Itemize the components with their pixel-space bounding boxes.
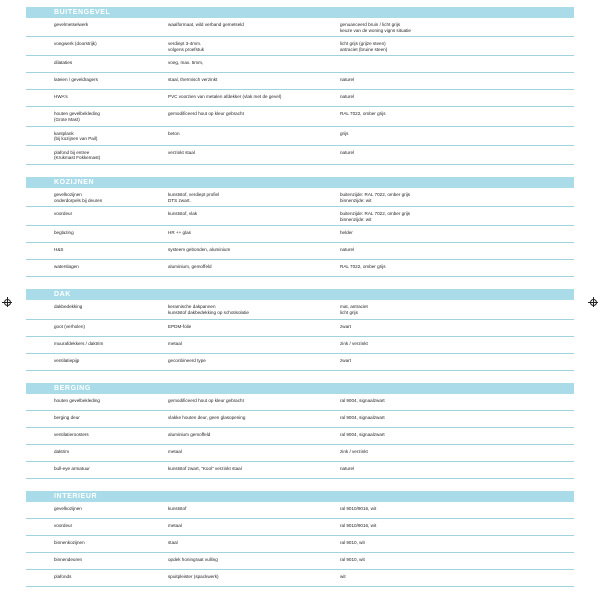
cell-line: zwart — [340, 357, 351, 363]
item-name-cell — [26, 60, 168, 69]
item-name-cell — [26, 398, 168, 407]
cell-line: waalformaat, wild verband gemetseld — [168, 22, 244, 27]
cell-line: muurafdekkers / daktrim — [54, 340, 104, 346]
color-cell — [340, 557, 574, 566]
item-name-cell — [26, 540, 168, 549]
cell-line: HR ++ glas — [168, 230, 191, 236]
material-cell — [168, 398, 340, 407]
material-cell — [168, 432, 340, 441]
color-cell — [340, 211, 574, 222]
table-row — [26, 300, 574, 319]
cell-line: houten gevelbekleding — [54, 111, 100, 117]
table-row — [26, 502, 574, 519]
section-kozijnen — [26, 177, 574, 277]
item-name-cell — [26, 22, 168, 33]
cell-line: beton — [168, 130, 180, 136]
table-row — [26, 37, 574, 56]
cell-line: dilataties — [54, 60, 73, 66]
material-cell — [168, 466, 340, 475]
table-row — [26, 428, 574, 445]
cell-line: ral 9004, signaalzwart — [340, 414, 385, 420]
cell-line: bull-eye armatuur — [54, 465, 90, 471]
cell-line: antraciet (bruine steen) — [340, 46, 388, 52]
cell-line: beglazing — [54, 230, 74, 236]
color-cell — [340, 341, 574, 350]
cell-line: vlakke houten deur, geen glasopening — [168, 414, 246, 420]
table-row — [26, 320, 574, 337]
cell-line: voordeur — [54, 522, 73, 528]
cell-line: ral 9010/9016, wit — [340, 505, 377, 511]
cell-line: houten gevelbekleding — [54, 397, 100, 403]
cell-line: verdiept 3-4mm. — [168, 41, 202, 47]
section-heading: BERGING — [26, 383, 574, 394]
cell-line: spuitpleister (spackwerk) — [168, 573, 219, 579]
item-name-cell — [26, 466, 168, 475]
item-name-cell — [26, 523, 168, 532]
table-row — [26, 226, 574, 243]
section-interieur — [26, 491, 574, 587]
cell-line: onderdorpels bij deuren — [54, 197, 103, 203]
cell-line: plafonds — [54, 573, 72, 579]
table-row — [26, 519, 574, 536]
cell-line: ral 9004, signaalzwart — [340, 431, 385, 437]
cell-line: verzinkt staal — [168, 149, 195, 155]
table-row — [26, 188, 574, 207]
material-cell — [168, 230, 340, 239]
material-cell — [168, 304, 340, 315]
cell-line: buitenzijde: RAL 7022, omber grijs — [340, 191, 411, 197]
cell-line: binnenzijde: wit — [340, 216, 372, 222]
table-row — [26, 536, 574, 553]
color-cell — [340, 77, 574, 86]
color-cell — [340, 506, 574, 515]
cell-line: grijs — [340, 130, 349, 136]
item-name-cell — [26, 358, 168, 367]
cell-line: kunststof, vlak — [168, 211, 198, 217]
cell-line: ral 9004, signaalzwart — [340, 397, 385, 403]
color-cell — [340, 264, 574, 273]
cell-line: kunststof, verdiept profiel — [168, 191, 220, 197]
item-name-cell — [26, 150, 168, 161]
cell-line: buitenzijde: RAL 7022, omber grijs — [340, 211, 411, 217]
table-row — [26, 445, 574, 462]
color-cell — [340, 466, 574, 475]
cell-line: metaal — [168, 448, 182, 454]
material-cell — [168, 449, 340, 458]
table-row — [26, 73, 574, 90]
section-dak — [26, 289, 574, 370]
cell-line: lateien / geveldragers — [54, 77, 98, 83]
material-cell — [168, 341, 340, 350]
cell-line: H&S — [54, 247, 64, 253]
color-cell — [340, 358, 574, 367]
item-name-cell — [26, 324, 168, 333]
color-cell — [340, 415, 574, 424]
cell-line: opdek honingraat vulling — [168, 556, 218, 562]
cell-line: HWA's — [54, 94, 68, 100]
cell-line: licht grijs — [340, 309, 358, 315]
item-name-cell — [26, 230, 168, 239]
section-heading: DAK — [26, 289, 574, 300]
table-row — [26, 260, 574, 277]
cell-line: aluminium gemoffeld — [168, 431, 211, 437]
material-cell — [168, 60, 340, 69]
cell-line: naturel — [340, 94, 355, 100]
cell-line: (Grote Mast) — [54, 116, 80, 122]
cell-line: helder — [340, 230, 353, 236]
color-cell — [340, 94, 574, 103]
material-cell — [168, 111, 340, 122]
cell-line: staal — [168, 539, 178, 545]
material-cell — [168, 22, 340, 33]
cell-line: EPDM-folie — [168, 323, 192, 329]
item-name-cell — [26, 77, 168, 86]
material-cell — [168, 506, 340, 515]
cell-line: ventilatiepijp — [54, 357, 80, 363]
cell-line: (Krukmast Fokkemast) — [54, 155, 101, 161]
color-cell — [340, 574, 574, 583]
cell-line: naturel — [340, 247, 355, 253]
item-name-cell — [26, 264, 168, 273]
color-cell — [340, 398, 574, 407]
section-heading: INTERIEUR — [26, 491, 574, 502]
item-name-cell — [26, 41, 168, 52]
section-heading: KOZIJNEN — [26, 177, 574, 188]
color-cell — [340, 22, 574, 33]
cell-line: keuze van de woning vigns situatie — [340, 27, 411, 33]
color-cell — [340, 111, 574, 122]
cell-line: ral 9010, wit — [340, 556, 365, 562]
cell-line: geconbineerd type — [168, 357, 206, 363]
cell-line: keramische dakpannen — [168, 304, 216, 310]
material-cell — [168, 94, 340, 103]
cell-line: zink / verzinkt — [340, 340, 368, 346]
color-cell — [340, 41, 574, 52]
cell-line: RAL 7022, omber grijs — [340, 264, 386, 270]
material-cell — [168, 574, 340, 583]
cell-line: naturel — [340, 77, 355, 83]
cell-line: mat, antraciet — [340, 304, 368, 310]
table-row — [26, 18, 574, 37]
color-cell — [340, 192, 574, 203]
section-berging — [26, 383, 574, 479]
material-cell — [168, 247, 340, 256]
cell-line: licht grijs (grijze steen) — [340, 41, 386, 47]
item-name-cell — [26, 506, 168, 515]
cell-line: binnenkozijnen — [54, 539, 85, 545]
material-cell — [168, 77, 340, 86]
section-heading: BUITENGEVEL — [26, 7, 574, 18]
material-cell — [168, 557, 340, 566]
cell-line: dakbedekking — [54, 304, 83, 310]
item-name-cell — [26, 557, 168, 566]
table-row — [26, 146, 574, 165]
section-buitengevel — [26, 7, 574, 165]
cell-line: gevelmetselwerk — [54, 22, 89, 27]
cell-line: ral 9010/9016, wit — [340, 522, 377, 528]
table-row — [26, 90, 574, 107]
cell-line: staal, thermisch verzinkt — [168, 77, 218, 83]
table-row — [26, 411, 574, 428]
item-name-cell — [26, 432, 168, 441]
table-row — [26, 337, 574, 354]
material-cell — [168, 41, 340, 52]
color-cell — [340, 131, 574, 142]
item-name-cell — [26, 247, 168, 256]
cell-line: binnenzijde: wit — [340, 197, 372, 203]
cell-line: berging deur — [54, 414, 80, 420]
item-name-cell — [26, 211, 168, 222]
item-name-cell — [26, 192, 168, 203]
cell-line: binnendeuren — [54, 556, 83, 562]
cell-line: metaal — [168, 340, 182, 346]
item-name-cell — [26, 449, 168, 458]
cell-line: voeg, max. 5mm, — [168, 60, 204, 66]
color-cell — [340, 60, 574, 69]
registration-mark-left-icon — [2, 297, 12, 307]
table-row — [26, 570, 574, 587]
table-row — [26, 56, 574, 73]
cell-line: waterslagen — [54, 264, 79, 270]
table-row — [26, 107, 574, 126]
material-cell — [168, 211, 340, 222]
cell-line: voegwerk (doorstrijk) — [54, 41, 97, 47]
cell-line: gemodificeerd hout op kleur gebracht — [168, 111, 244, 117]
color-cell — [340, 304, 574, 315]
material-cell — [168, 264, 340, 273]
table-row — [26, 207, 574, 226]
item-name-cell — [26, 111, 168, 122]
cell-line: volgens proefstuk — [168, 46, 205, 52]
item-name-cell — [26, 574, 168, 583]
cell-line: gemodificeerd hout op kleur gebracht — [168, 397, 244, 403]
cell-line: plafond bij entree — [54, 149, 90, 155]
material-cell — [168, 523, 340, 532]
cell-line: (bij kozijnen van Pail) — [54, 136, 98, 142]
cell-line: kunststof — [168, 505, 187, 511]
color-cell — [340, 150, 574, 161]
table-row — [26, 243, 574, 260]
cell-line: aluminium, gemoffeld — [168, 264, 212, 270]
item-name-cell — [26, 131, 168, 142]
cell-line: naturel — [340, 149, 355, 155]
cell-line: kunststof zwart, "Kool" verzinkt staal — [168, 465, 242, 471]
material-cell — [168, 324, 340, 333]
cell-line: systeem gebonden, aluminium — [168, 247, 231, 253]
cell-line: DTS zwart. — [168, 197, 191, 203]
cell-line: gevelkozijnen — [54, 505, 82, 511]
item-name-cell — [26, 415, 168, 424]
table-row — [26, 127, 574, 146]
cell-line: ral 9010, wit — [340, 539, 365, 545]
material-cell — [168, 358, 340, 367]
color-cell — [340, 230, 574, 239]
cell-line: gevelkozijnen — [54, 191, 82, 197]
color-cell — [340, 540, 574, 549]
cell-line: PVC voorzien van metalen afdekker (vlak met de gevel) — [168, 94, 282, 100]
cell-line: kunststof dakbedekking op schotisolatie — [168, 309, 249, 315]
material-cell — [168, 540, 340, 549]
item-name-cell — [26, 341, 168, 350]
table-row — [26, 462, 574, 479]
table-row — [26, 553, 574, 570]
cell-line: daktrim — [54, 448, 70, 454]
cell-line: RAL 7022, omber grijs — [340, 111, 386, 117]
material-cell — [168, 131, 340, 142]
item-name-cell — [26, 304, 168, 315]
cell-line: wit — [340, 573, 346, 579]
color-cell — [340, 247, 574, 256]
item-name-cell — [26, 94, 168, 103]
registration-mark-right-icon — [588, 297, 598, 307]
material-cell — [168, 150, 340, 161]
cell-line: kantplank — [54, 130, 74, 136]
material-cell — [168, 415, 340, 424]
material-cell — [168, 192, 340, 203]
cell-line: genuanceerd bruin / licht grijs — [340, 22, 401, 27]
table-row — [26, 354, 574, 371]
color-cell — [340, 324, 574, 333]
color-cell — [340, 523, 574, 532]
color-cell — [340, 449, 574, 458]
cell-line: zwart — [340, 323, 351, 329]
cell-line: zink / verzinkt — [340, 448, 368, 454]
specification-sheet — [26, 7, 574, 599]
cell-line: goot (verholen) — [54, 323, 85, 329]
cell-line: ventilatieroosters — [54, 431, 89, 437]
cell-line: metaal — [168, 522, 182, 528]
cell-line: naturel — [340, 465, 355, 471]
color-cell — [340, 432, 574, 441]
cell-line: voordeur — [54, 211, 73, 217]
table-row — [26, 394, 574, 411]
